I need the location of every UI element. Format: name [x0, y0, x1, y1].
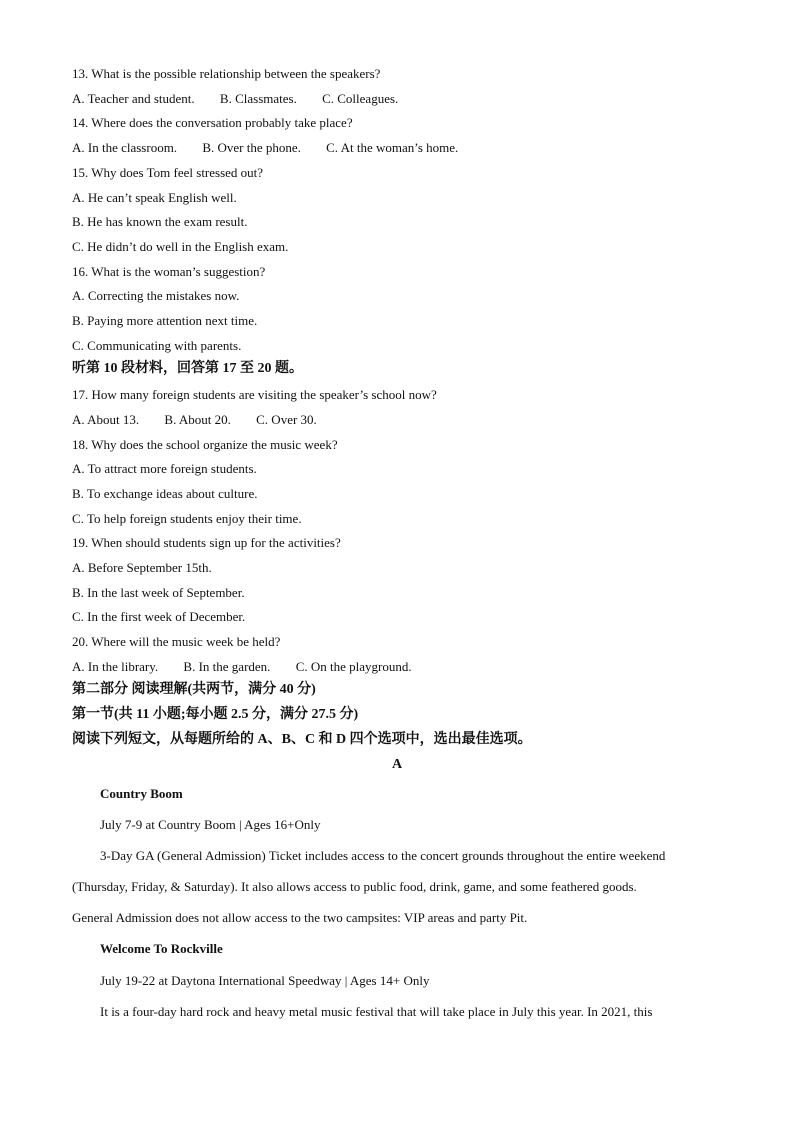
question-19-stem: 19. When should students sign up for the activities? — [72, 535, 341, 550]
question-14-stem: 14. Where does the conversation probably take place? — [72, 115, 353, 130]
passage-label: A — [391, 757, 403, 772]
event-2-info: July 19-22 at Daytona International Speedway | Ages 14+ Only — [100, 973, 430, 988]
option-c: C. He didn’t do well in the English exam. — [72, 239, 289, 254]
event-2-title: Welcome To Rockville — [100, 941, 223, 956]
option-b: B. Paying more attention next time. — [72, 313, 258, 328]
option-b: B. In the garden. — [183, 659, 271, 674]
question-13-stem: 13. What is the possible relationship between the speakers? — [72, 66, 381, 81]
question-15-stem: 15. Why does Tom feel stressed out? — [72, 165, 264, 180]
option-b: B. He has known the exam result. — [72, 214, 248, 229]
option-a: A. Before September 15th. — [72, 560, 212, 575]
question-13-options — [72, 91, 398, 107]
question-14-options — [72, 140, 458, 156]
question-20-stem: 20. Where will the music week be held? — [72, 634, 281, 649]
option-c: C. At the woman’s home. — [326, 140, 459, 155]
event-1-paragraph-line: (Thursday, Friday, & Saturday). It also allows access to public food, drink, game, and some feathered goods. — [72, 879, 637, 894]
option-c: C. To help foreign students enjoy their time. — [72, 511, 302, 526]
option-a: A. Teacher and student. — [72, 91, 195, 106]
option-a: A. In the classroom. — [72, 140, 178, 155]
event-1-paragraph-line: 3-Day GA (General Admission) Ticket includes access to the concert grounds throughout the entire weekend — [100, 848, 666, 863]
question-17-options — [72, 412, 317, 428]
option-b: B. In the last week of September. — [72, 585, 245, 600]
question-17-stem: 17. How many foreign students are visiting the speaker’s school now? — [72, 387, 437, 402]
option-c: C. Colleagues. — [322, 91, 399, 106]
question-18-stem: 18. Why does the school organize the music week? — [72, 437, 338, 452]
section-1-heading: 第一节(共 11 小题;每小题 2.5 分，满分 27.5 分) — [72, 707, 359, 722]
option-a: A. In the library. — [72, 659, 159, 674]
option-c: C. On the playground. — [295, 659, 412, 674]
option-c: C. Communicating with parents. — [72, 338, 242, 353]
option-a: A. He can’t speak English well. — [72, 190, 237, 205]
option-a: A. To attract more foreign students. — [72, 461, 257, 476]
question-16-stem: 16. What is the woman’s suggestion? — [72, 264, 266, 279]
part-2-heading: 第二部分 阅读理解(共两节，满分 40 分) — [72, 682, 316, 697]
option-b: B. About 20. — [164, 412, 231, 427]
reading-instructions: 阅读下列短文，从每题所给的 A、B、C 和 D 四个选项中，选出最佳选项。 — [72, 732, 532, 747]
option-c: C. Over 30. — [256, 412, 317, 427]
question-20-options — [72, 659, 412, 675]
option-c: C. In the first week of December. — [72, 609, 246, 624]
event-1-paragraph-line: General Admission does not allow access to the two campsites: VIP areas and party Pit. — [72, 910, 528, 925]
option-b: B. Over the phone. — [202, 140, 301, 155]
option-b: B. Classmates. — [219, 91, 297, 106]
event-2-paragraph-line: It is a four-day hard rock and heavy metal music festival that will take place in July this year. In 2021, this — [100, 1004, 653, 1019]
option-b: B. To exchange ideas about culture. — [72, 486, 258, 501]
event-1-info: July 7-9 at Country Boom | Ages 16+Only — [100, 817, 321, 832]
option-a: A. Correcting the mistakes now. — [72, 288, 240, 303]
event-1-title: Country Boom — [100, 786, 183, 801]
section-10-heading: 听第 10 段材料，回答第 17 至 20 题。 — [72, 361, 303, 376]
option-a: A. About 13. — [72, 412, 140, 427]
